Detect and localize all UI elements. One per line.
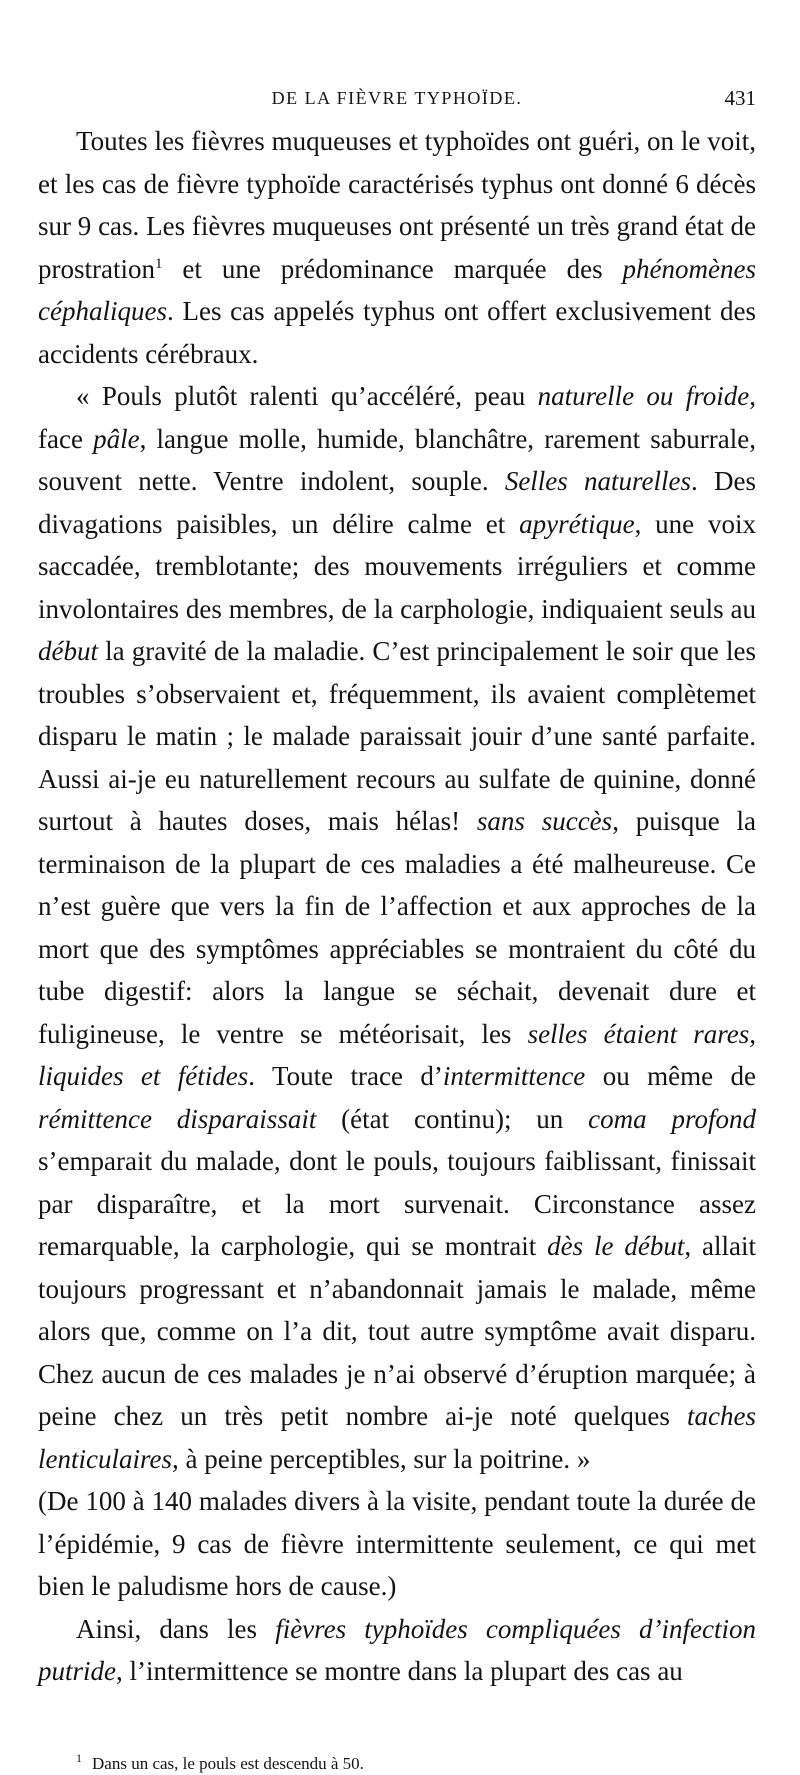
footnote (38, 1750, 756, 1775)
footnote-reference: 1 (154, 255, 163, 272)
footnote-mark: 1 (76, 1750, 82, 1765)
page-number: 431 (724, 86, 756, 110)
italic-phrase: apyrétique (519, 508, 635, 539)
italic-phrase: taches lenticulaires (38, 1401, 756, 1474)
quotation-paragraph: « Pouls plutôt ralenti qu’accéléré, peau naturelle ou froide, face pâle, langue molle, humide, blanchâtre, rarement saburrale, souvent nette. Ventre indolent, souple. Selles naturelles. Des divagations paisibles, un délire calme et apyrétique, une voix saccadée, tremblotante; des mouvements irréguliers et comme involontaires des membres, de la carphologie, indiquaient seuls au début la gravité de la maladie. C’est principalement le soir que les troubles s’observaient et, fréquemment, ils avaient complètemet disparu le matin ; le malade paraissait jouir d’une santé parfaite. Aussi ai-je eu naturellement recours au sulfate de quinine, donné surtout à hautes doses, mais hélas! sans succès, puisque la terminaison de la plupart de ces maladies a été malheureuse. Ce n’est guère que vers la fin de l’affection et aux approches de la mort que des symptômes appréciables se montraient du côté du tube digestif: alors la langue se séchait, devenait dure et fuligineuse, le ventre se météorisait, les selles étaient rares, liquides et fétides. Toute trace d’intermittence ou même de rémittence disparaissait (état continu); un coma profond s’emparait du malade, dont le pouls, toujours faiblissant, finissait par disparaître, et la mort survenait. Circonstance assez remarquable, la carphologie, qui se montrait dès le début, allait toujours progressant et n’abandonnait jamais le malade, même alors que, comme on l’a dit, tout autre symptôme avait disparu. Chez aucun de ces malades je n’ai observé d’éruption marquée; à peine chez un très petit nombre ai-je noté quelques taches lenticulaires, à peine perceptibles, sur la poitrine. » (38, 381, 757, 1474)
italic-phrase: naturelle ou froide (537, 381, 750, 411)
paragraph: Ainsi, dans les fièvres typhoïdes compliquées d’infection putride, l’intermittence se montre dans la plupart des cas au (38, 1613, 756, 1686)
italic-phrase: pâle (93, 423, 140, 454)
italic-phrase: début (38, 636, 98, 666)
italic-phrase: dès le début (547, 1231, 685, 1261)
book-page (38, 80, 756, 1775)
italic-phrase: sans succès (476, 806, 613, 836)
italic-phrase: phénomènes céphaliques (38, 253, 756, 326)
italic-phrase: rémittence disparaissait (38, 1103, 317, 1134)
italic-phrase: coma profond (588, 1103, 756, 1134)
italic-phrase: fièvres typhoïdes compliquées d’infection putride (38, 1613, 756, 1686)
running-head (38, 80, 756, 120)
italic-phrase: selles étaient rares, liquides et fétides (38, 1018, 757, 1091)
italic-phrase: intermittence (442, 1061, 586, 1091)
paragraph: Toutes les fièvres muqueuses et typhoïdes ont guéri, on le voit, et les cas de fièvre typhoïde caractérisés typhus ont donné 6 décès sur 9 cas. Les fièvres muqueuses ont présenté un très grand état de prostration$^1$ et une prédominance marquée des phénomènes céphaliques. Les cas appelés typhus ont offert exclusivement des accidents cérébraux. (38, 126, 756, 369)
body-text (38, 120, 756, 1693)
parenthetical-paragraph: (De 100 à 140 malades divers à la visite, pendant toute la durée de l’épidémie, 9 cas de fièvre intermittente seulement, ce qui met bien le paludisme hors de cause.) (38, 1486, 756, 1601)
running-title: DE LA FIÈVRE TYPHOÏDE. (271, 88, 523, 108)
italic-phrase: Selles naturelles (504, 466, 692, 496)
footnote-text: Dans un cas, le pouls est descendu à 50. (92, 1753, 364, 1773)
